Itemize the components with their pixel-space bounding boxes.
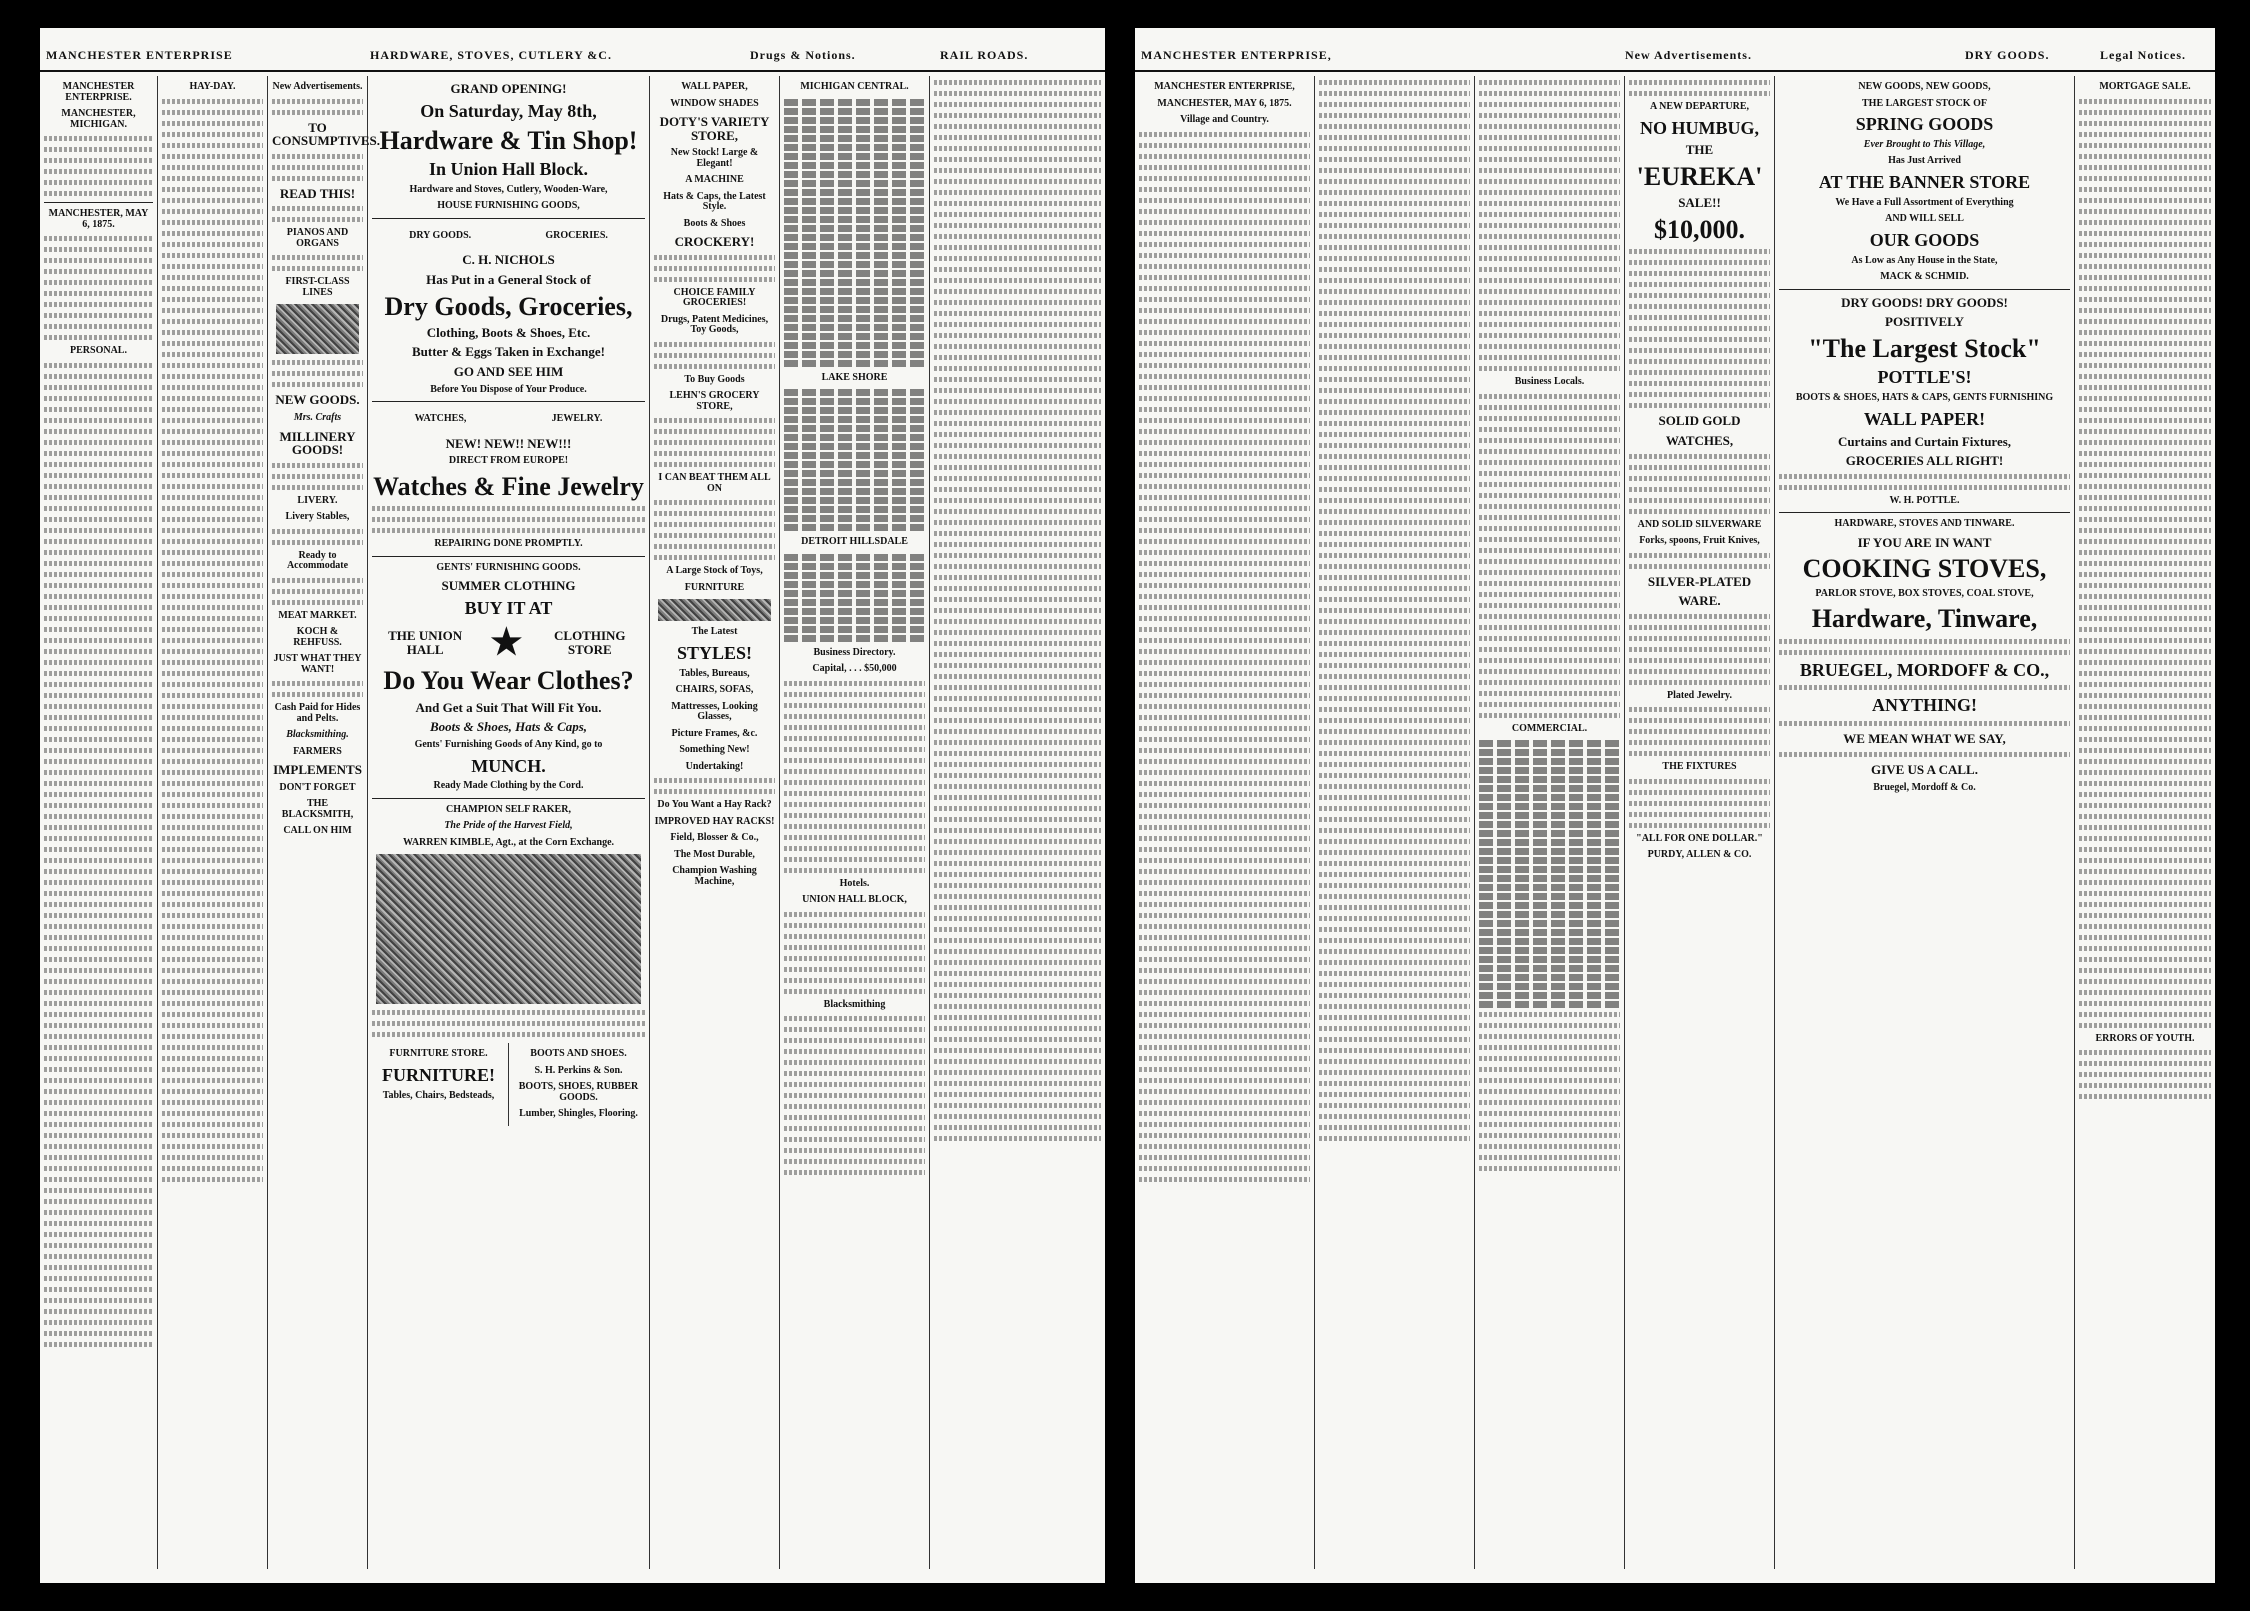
errors-of-youth: ERRORS OF YOUTH. <box>2095 1032 2195 1044</box>
hardware-line: Hardware and Stoves, Cutlery, Wooden-Ware, <box>409 183 608 195</box>
banner-store: AT THE BANNER STORE <box>1818 171 2031 192</box>
new-stock: New Stock! Large & Elegant! <box>670 147 759 169</box>
hay-rack-q: Do You Want a Hay Rack? <box>657 799 772 811</box>
dotys-store: DOTY'S VARIETY STORE, <box>659 114 770 143</box>
furniture-store: FURNITURE STORE. <box>389 1048 488 1060</box>
masthead-legal: Legal Notices. <box>2100 48 2186 62</box>
column-drugs-notions <box>650 76 780 1569</box>
rubber-goods: BOOTS, SHOES, RUBBER GOODS. <box>518 1081 639 1103</box>
w-h-pottle: W. H. POTTLE. <box>1889 494 1960 506</box>
new-new-new: NEW! NEW!! NEW!!! <box>445 435 572 451</box>
something-new: Something New! <box>679 744 750 756</box>
purdy-allen: PURDY, ALLEN & CO. <box>1647 849 1752 861</box>
plated-jewelry: Plated Jewelry. <box>1667 689 1732 701</box>
as-low: As Low as Any House in the State, <box>1851 254 1998 266</box>
stock-of-toys: A Large Stock of Toys, <box>666 565 763 577</box>
column-business-locals <box>1475 76 1625 1569</box>
dateline: MANCHESTER, MAY 6, 1875. <box>1157 97 1292 109</box>
warren-kimble: WARREN KIMBLE, Agt., at the Corn Exchange. <box>402 836 615 848</box>
ad-koch: KOCH & REHFUSS. <box>293 626 342 648</box>
ad-livery-stables: Livery Stables, <box>285 511 350 523</box>
ad-millinery: MILLINERY GOODS! <box>279 428 356 458</box>
mack-schmid: MACK & SCHMID. <box>1880 271 1969 283</box>
ad-new-goods: NEW GOODS. <box>275 392 360 408</box>
boots-shoes: Boots & Shoes <box>683 217 746 229</box>
bruegel-mordoff: BRUEGEL, MORDOFF & CO., <box>1799 659 2050 680</box>
timetable <box>784 389 925 531</box>
ad-first-class-lines: FIRST-CLASS LINES <box>285 276 350 298</box>
forks-spoons: Forks, spoons, Fruit Knives, <box>1639 535 1760 547</box>
give-us-a-call: GIVE US A CALL. <box>1871 761 1978 777</box>
solid-gold: SOLID GOLD <box>1658 413 1741 429</box>
our-goods: OUR GOODS <box>1869 229 1980 250</box>
no-humbug: NO HUMBUG, <box>1640 117 1759 138</box>
dry-goods-groceries: Dry Goods, Groceries, <box>384 291 633 321</box>
ad-ready: Ready to Accommodate <box>286 549 349 572</box>
column-may-day <box>158 76 268 1569</box>
boots-shoes-label: BOOTS AND SHOES. <box>530 1048 627 1060</box>
left-newspaper-page <box>40 28 1105 1583</box>
and-will-sell: AND WILL SELL <box>1885 213 1964 225</box>
gents-furnishing: GENTS' FURNISHING GOODS. <box>436 561 581 573</box>
mean-what-we-say: WE MEAN WHAT WE SAY, <box>1843 731 2006 747</box>
ad-cash-hides: Cash Paid for Hides and Pelts. <box>274 702 361 724</box>
star-icon: ★ <box>490 621 523 662</box>
column-directory-cont <box>930 76 1105 1569</box>
just-arrived: Has Just Arrived <box>1888 155 1961 167</box>
paper-title: MANCHESTER ENTERPRISE, <box>1154 81 1295 92</box>
mattresses: Mattresses, Looking Glasses, <box>671 700 758 723</box>
column-local-news <box>40 76 158 1569</box>
hotels: Hotels. <box>839 877 870 889</box>
drugs-medicines: Drugs, Patent Medicines, Toy Goods, <box>660 313 769 336</box>
house-furnishing: HOUSE FURNISHING GOODS, <box>437 200 580 212</box>
groceries-label: GROCERIES. <box>545 229 608 241</box>
washing-machine: Champion Washing Machine, <box>672 865 757 887</box>
choice-groceries: CHOICE FAMILY GROCERIES! <box>673 286 756 309</box>
before-dispose: Before You Dispose of Your Produce. <box>430 383 587 395</box>
solid-silverware: AND SOLID SILVERWARE <box>1637 518 1762 530</box>
window-shades: WINDOW SHADES <box>670 97 759 109</box>
furniture-banner: FURNITURE <box>684 581 745 593</box>
watches: WATCHES, <box>1665 432 1734 448</box>
article-text <box>44 236 153 340</box>
hardware-stoves-tinware: HARDWARE, STOVES AND TINWARE. <box>1834 518 2015 530</box>
mortgage-sale: MORTGAGE SALE. <box>2099 81 2191 92</box>
grand-opening: GRAND OPENING! <box>450 81 567 96</box>
masthead-title: MANCHESTER ENTERPRISE <box>46 48 233 62</box>
article-text <box>162 99 263 1182</box>
eureka: 'EUREKA' <box>1636 162 1763 192</box>
tables-bureaus: Tables, Bureaus, <box>679 667 750 679</box>
book-gutter <box>1105 0 1135 1611</box>
ad-consumptives: TO CONSUMPTIVES. <box>272 119 380 149</box>
bruegel-signature: Bruegel, Mordoff & Co. <box>1873 781 1976 793</box>
ten-thousand: $10,000. <box>1654 214 1745 244</box>
clothing-store-label: CLOTHING STORE <box>554 627 626 657</box>
go-and-see: GO AND SEE HIM <box>453 364 564 380</box>
detroit-hillsdale: DETROIT HILLSDALE <box>801 536 908 547</box>
union-hall-label: THE UNION HALL <box>388 627 463 657</box>
clothing-boots: Clothing, Boots & Shoes, Etc. <box>426 324 591 340</box>
wall-paper: WALL PAPER! <box>1863 408 1986 429</box>
spring-goods: SPRING GOODS <box>1855 114 1994 134</box>
all-for-one-dollar: "ALL FOR ONE DOLLAR." <box>1636 832 1763 844</box>
masthead-dry-goods: DRY GOODS. <box>1965 48 2050 62</box>
michigan-central: MICHIGAN CENTRAL. <box>800 81 909 92</box>
hardware-tin-shop: Hardware & Tin Shop! <box>379 125 638 155</box>
right-newspaper-page <box>1135 28 2215 1583</box>
curtains: Curtains and Curtain Fixtures, <box>1837 433 2012 449</box>
boots-shoes-hats: BOOTS & SHOES, HATS & CAPS, GENTS FURNISHING <box>1795 392 2054 404</box>
parlor-stove: PARLOR STOVE, BOX STOVES, COAL STOVE, <box>1815 587 2034 599</box>
most-durable: The Most Durable, <box>674 848 755 860</box>
market-table <box>1479 740 1620 1008</box>
anything: ANYTHING! <box>1871 695 1977 716</box>
column-legal-notices <box>2075 76 2215 1569</box>
champion-raker: CHAMPION SELF RAKER, <box>446 803 571 815</box>
column-village-news <box>1135 76 1315 1569</box>
jewelry-label: JEWELRY. <box>551 413 603 425</box>
ad-mrs-crafts: Mrs. Crafts <box>293 412 342 424</box>
heading-new-ads: New Advertisements. <box>272 81 363 92</box>
masthead-railroads: RAIL ROADS. <box>940 48 1029 62</box>
column-dry-goods-ads <box>1775 76 2075 1569</box>
timetable <box>784 554 925 642</box>
buy-it-at: BUY IT AT <box>464 597 553 618</box>
left-masthead <box>40 38 1105 72</box>
the-largest-stock: "The Largest Stock" <box>1808 333 2041 363</box>
field-blosser: Field, Blosser & Co., <box>670 832 759 844</box>
ad-farmers: FARMERS <box>293 745 342 757</box>
opening-date: On Saturday, May 8th, <box>420 100 597 121</box>
union-hall: UNION HALL BLOCK, <box>802 894 907 905</box>
heading-may-day: HAY-DAY. <box>189 81 236 92</box>
butter-eggs: Butter & Eggs Taken in Exchange! <box>412 344 605 360</box>
pride-harvest: The Pride of the Harvest Field, <box>444 820 573 832</box>
ad-pianos: PIANOS AND ORGANS <box>286 227 349 249</box>
ad-blacksmithing: Blacksmithing. <box>286 729 349 741</box>
reaper-engraving <box>376 854 641 1004</box>
crockery: CROCKERY! <box>674 234 755 250</box>
if-in-want: IF YOU ARE IN WANT <box>1857 534 1992 550</box>
direct-from-europe: DIRECT FROM EUROPE! <box>448 455 569 467</box>
ad-implements: IMPLEMENTS <box>273 762 362 778</box>
business-locals: Business Locals. <box>1514 376 1585 387</box>
column-railroads <box>780 76 930 1569</box>
wall-paper: WALL PAPER, <box>681 81 748 92</box>
ever-brought: Ever Brought to This Village, <box>1863 138 1986 150</box>
section-personal: PERSONAL. <box>70 345 127 356</box>
groceries-right: GROCERIES ALL RIGHT! <box>1845 453 2004 469</box>
dateline: MANCHESTER, MAY 6, 1875. <box>48 208 149 230</box>
ad-livery: LIVERY. <box>297 494 338 506</box>
to-buy-goods: To Buy Goods <box>684 373 745 385</box>
ad-just-what: JUST WHAT THEY WANT! <box>273 653 362 675</box>
gents-goods-goto: Gents' Furnishing Goods of Any Kind, go to <box>414 739 603 751</box>
timetable <box>784 99 925 367</box>
furniture-heading: FURNITURE! <box>381 1064 495 1085</box>
undertaking: Undertaking! <box>685 760 744 772</box>
union-hall-block: In Union Hall Block. <box>428 158 589 179</box>
styles: STYLES! <box>676 642 753 663</box>
silver-plated: SILVER-PLATED <box>1647 573 1752 589</box>
pottles: POTTLE'S! <box>1877 367 1972 388</box>
ad-meat-market: MEAT MARKET. <box>278 609 357 621</box>
boots-hats: Boots & Shoes, Hats & Caps, <box>429 719 588 735</box>
summer-clothing: SUMMER CLOTHING <box>441 578 576 594</box>
nichols: C. H. NICHOLS <box>462 252 555 268</box>
watches-fine-jewelry: Watches & Fine Jewelry <box>373 471 644 501</box>
ready-made: Ready Made Clothing by the Cord. <box>433 780 584 792</box>
improved-racks: IMPROVED HAY RACKS! <box>654 815 775 827</box>
the-latest: The Latest <box>691 626 738 638</box>
the-fixtures: THE FIXTURES <box>1662 761 1737 773</box>
article-text <box>44 136 153 196</box>
beat-them-all: I CAN BEAT THEM ALL ON <box>658 472 771 494</box>
ad-call-on-him: CALL ON HIM <box>283 825 352 837</box>
column-new-advertisements <box>268 76 380 1569</box>
dry-goods-label: DRY GOODS. <box>409 229 472 241</box>
section-village: Village and Country. <box>1180 114 1269 125</box>
sale: SALE!! <box>1678 195 1721 211</box>
lehns-store: LEHN'S GROCERY STORE, <box>669 390 760 412</box>
positively: POSITIVELY <box>1885 314 1964 330</box>
dry-goods-repeat: DRY GOODS! DRY GOODS! <box>1841 294 2008 310</box>
column-news-cont <box>1315 76 1475 1569</box>
paper-location: MANCHESTER, MICHIGAN. <box>61 108 136 130</box>
chairs-sofas: CHAIRS, SOFAS, <box>675 684 754 696</box>
masthead-hardware: HARDWARE, STOVES, CUTLERY &C. <box>370 48 612 62</box>
ad-the-blacksmith: THE BLACKSMITH, <box>281 798 354 820</box>
capital: Capital, . . . $50,000 <box>812 663 897 674</box>
picture-frames: Picture Frames, &c. <box>671 727 758 739</box>
the-label: THE <box>1685 142 1714 158</box>
column-hardware-ads <box>368 76 650 1569</box>
new-goods: NEW GOODS, NEW GOODS, <box>1858 81 1991 92</box>
cooking-stoves: COOKING STOVES, <box>1802 554 2047 584</box>
lumber: Lumber, Shingles, Flooring. <box>519 1108 638 1120</box>
repairing: REPAIRING DONE PROMPTLY. <box>434 538 583 550</box>
full-assortment: We Have a Full Assortment of Everything <box>1835 196 2014 208</box>
steamship-engraving <box>276 304 359 354</box>
ad-dont-forget: DON'T FORGET <box>279 781 356 793</box>
a-machine: A MACHINE <box>685 174 744 186</box>
ad-read-this: READ THIS! <box>279 185 356 201</box>
article-text <box>44 363 153 1347</box>
lake-shore: LAKE SHORE <box>821 371 888 383</box>
perkins: S. H. Perkins & Son. <box>534 1064 623 1076</box>
wear-clothes: Do You Wear Clothes? <box>383 666 634 696</box>
sofa-engraving <box>658 599 771 621</box>
paper-title: MANCHESTER ENTERPRISE. <box>62 81 135 103</box>
suit-fit: And Get a Suit That Will Fit You. <box>415 699 602 715</box>
largest-stock-of: THE LARGEST STOCK OF <box>1862 97 1987 109</box>
new-departure: A NEW DEPARTURE, <box>1649 101 1749 112</box>
hardware-tinware: Hardware, Tinware, <box>1811 604 2038 634</box>
tables-chairs: Tables, Chairs, Bedsteads, <box>382 1089 495 1101</box>
munch: MUNCH. <box>471 755 546 776</box>
masthead-drugs: Drugs & Notions. <box>750 48 856 62</box>
general-stock: Has Put in a General Stock of <box>426 271 591 287</box>
commercial: COMMERCIAL. <box>1511 722 1588 734</box>
watches-label: WATCHES, <box>414 413 467 425</box>
blacksmithing-dir: Blacksmithing <box>823 998 886 1010</box>
ware: WARE. <box>1678 593 1721 609</box>
hats-caps: Hats & Caps, the Latest Style. <box>663 190 766 213</box>
masthead-title: MANCHESTER ENTERPRISE, <box>1141 48 1332 62</box>
right-masthead <box>1135 38 2215 72</box>
masthead-new-ads: New Advertisements. <box>1625 48 1752 62</box>
column-eureka-sale <box>1625 76 1775 1569</box>
business-directory: Business Directory. <box>813 646 896 658</box>
